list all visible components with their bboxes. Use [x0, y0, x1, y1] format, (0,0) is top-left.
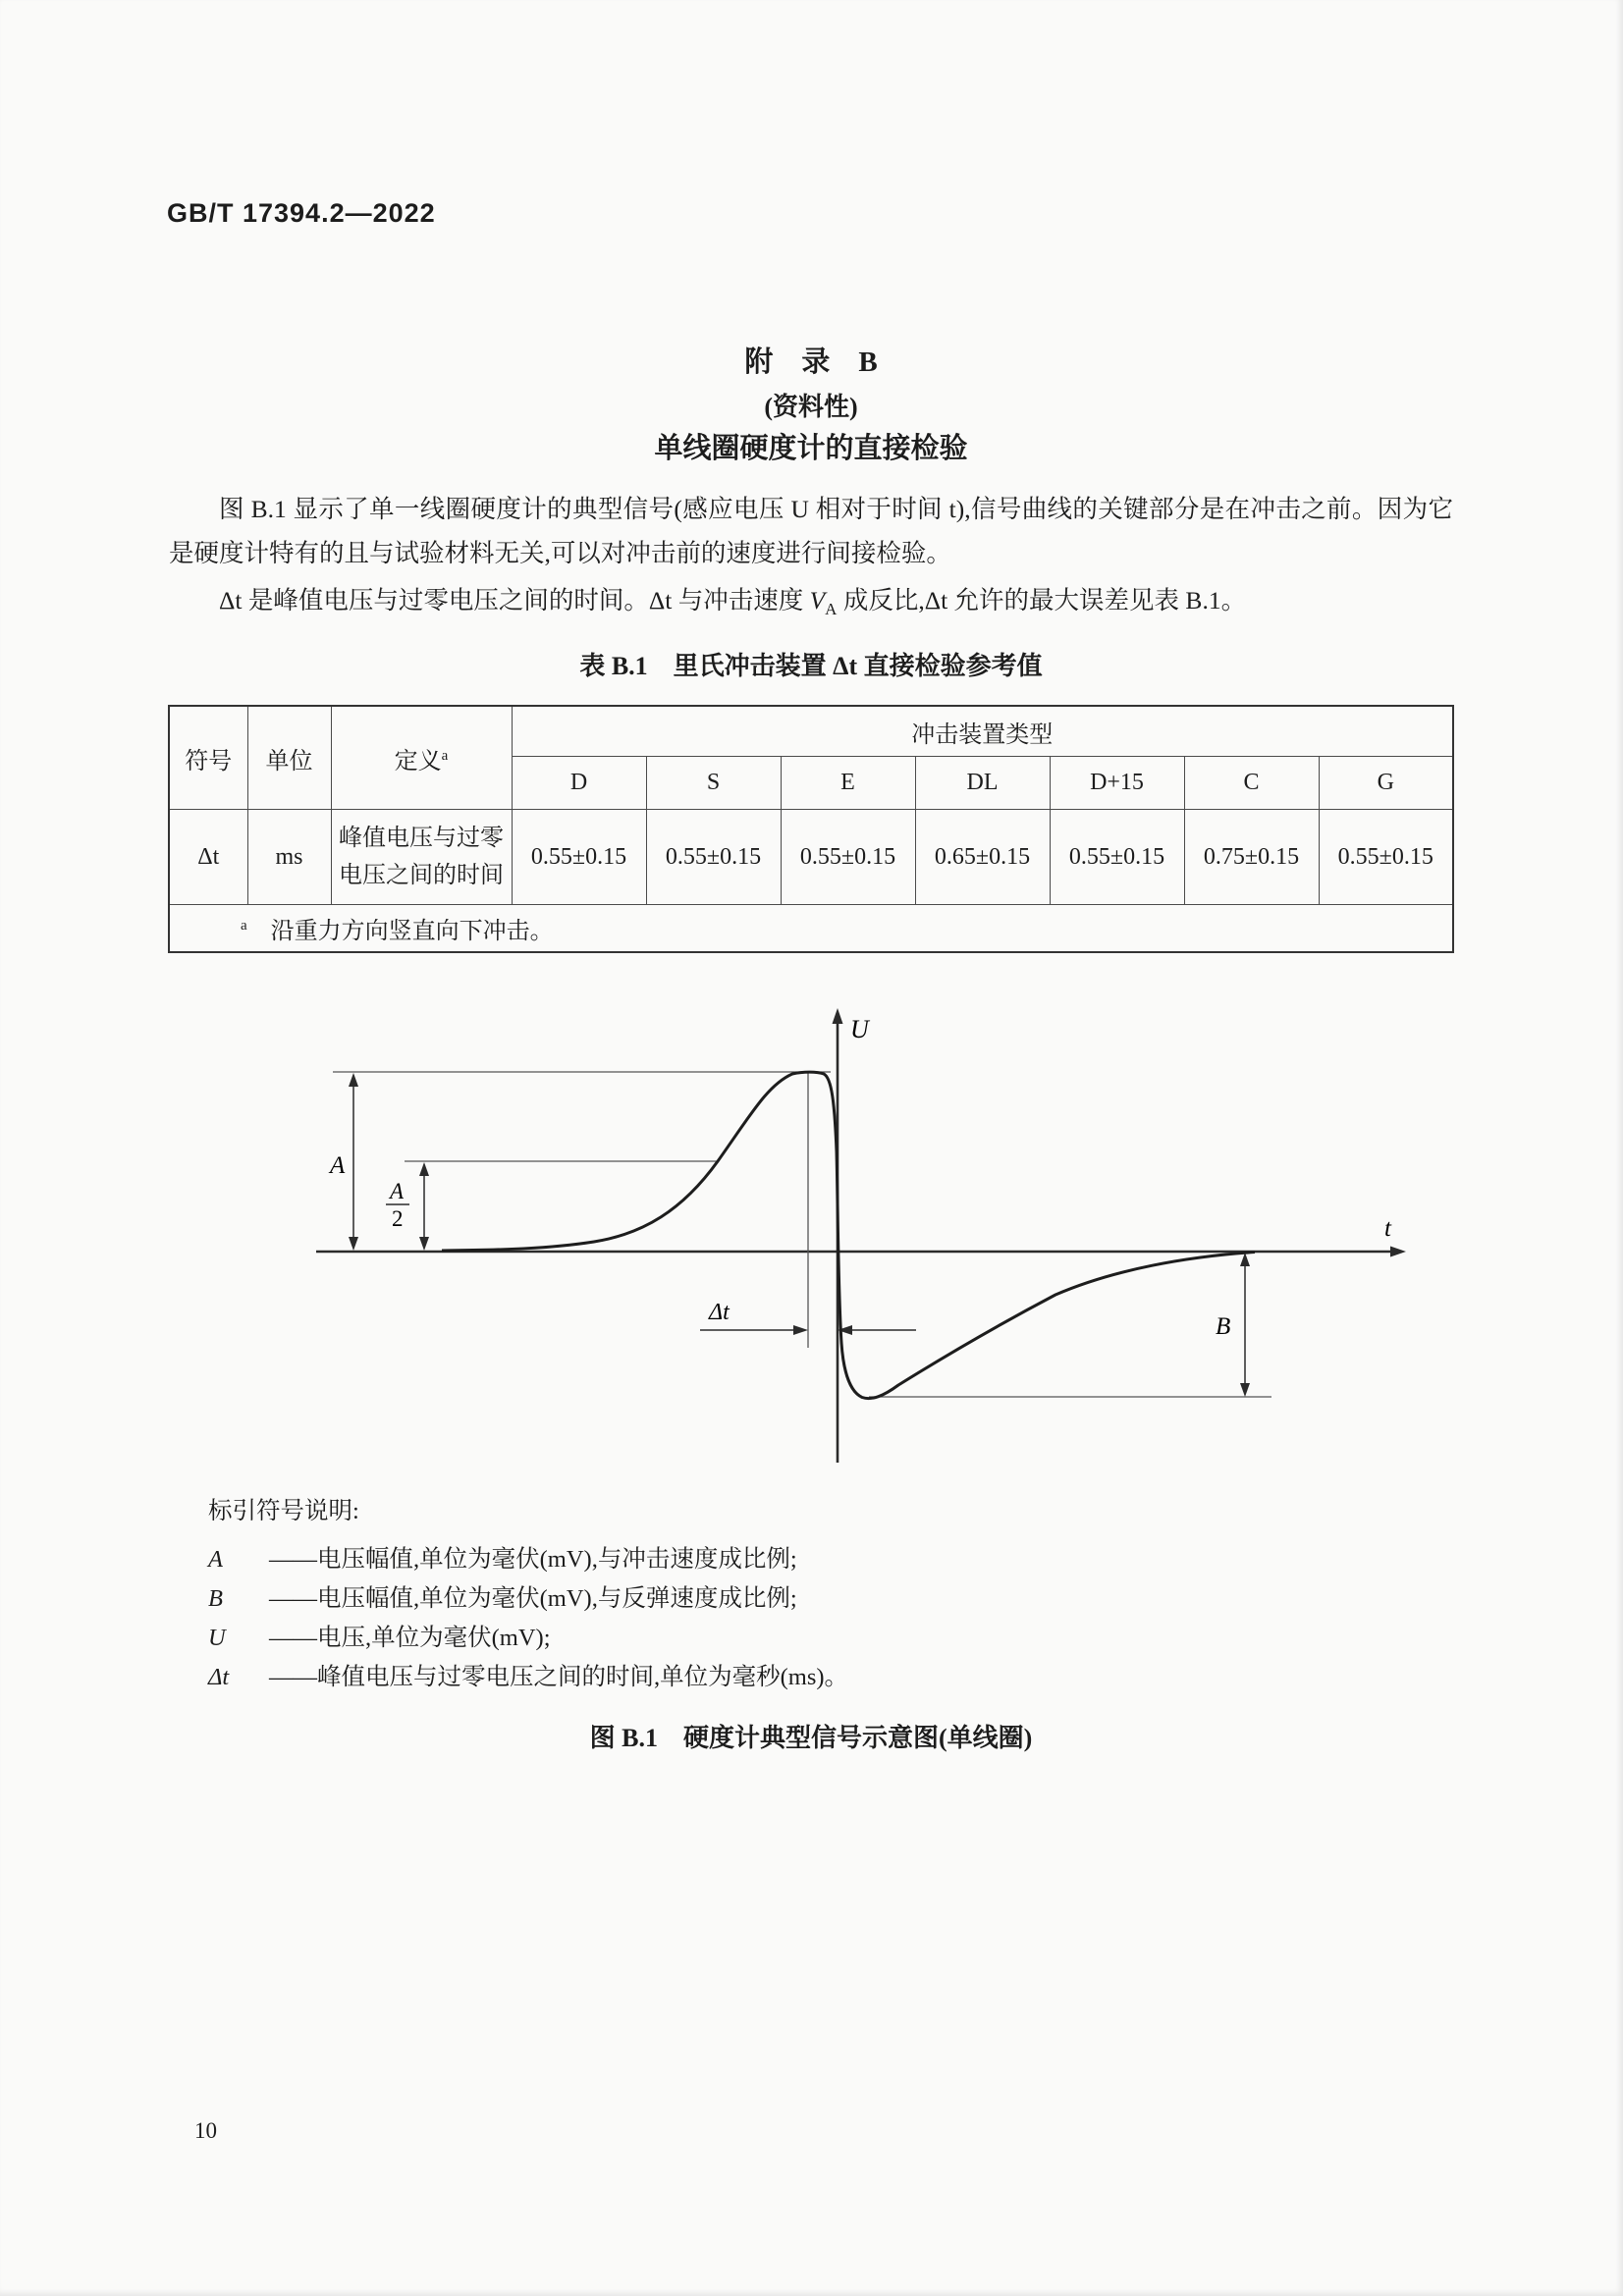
col-header-unit: 单位: [247, 706, 331, 810]
paragraph-2: [169, 578, 1453, 631]
definition-line1: 峰值电压与过零: [339, 826, 504, 851]
legend-text-b: ——电压幅值,单位为毫伏(mV),与反弹速度成比例;: [269, 1585, 797, 1612]
legend-item-a: [208, 1540, 1288, 1579]
table-footnote: [169, 905, 1453, 953]
cell-value-C: 0.75±0.15: [1184, 810, 1319, 905]
cell-value-D15: 0.55±0.15: [1050, 810, 1184, 905]
legend-item-dt: [208, 1658, 1288, 1697]
signal-curve: [442, 1072, 1255, 1398]
u-axis-label: U: [850, 1015, 869, 1043]
label-b: B: [1216, 1313, 1231, 1340]
b-arrowhead-bottom-icon: [1240, 1383, 1250, 1397]
label-a: A: [330, 1152, 346, 1179]
cell-unit: ms: [247, 810, 331, 905]
col-header-device-group: 冲击装置类型: [512, 706, 1453, 757]
legend-text-dt: ——峰值电压与过零电压之间的时间,单位为毫秒(ms)。: [269, 1664, 849, 1690]
table-row: [169, 810, 1453, 905]
device-type-G: G: [1319, 757, 1453, 810]
t-axis-label: t: [1384, 1215, 1391, 1242]
cell-value-S: 0.55±0.15: [646, 810, 781, 905]
label-dt: Δt: [709, 1300, 730, 1325]
figure-caption: 图 B.1 硬度计典型信号示意图(单线圈): [589, 1724, 1033, 1752]
dt-arrowhead-left-icon: [793, 1325, 808, 1335]
cell-value-DL: 0.65±0.15: [915, 810, 1050, 905]
legend-symbol-a: A: [208, 1546, 223, 1573]
velocity-subscript: A: [825, 600, 838, 619]
definition-label: 定义: [394, 748, 442, 774]
legend-text-u: ——电压,单位为毫伏(mV);: [269, 1625, 551, 1651]
a-arrowhead-bottom-icon: [349, 1237, 358, 1251]
signal-diagram: [304, 994, 1424, 1475]
device-type-S: S: [646, 757, 781, 810]
page-number: 10: [194, 2118, 217, 2143]
definition-footnote-mark: a: [441, 747, 449, 764]
footnote-text: 沿重力方向竖直向下冲击。: [270, 919, 554, 944]
device-type-D15: D+15: [1050, 757, 1184, 810]
paragraph-2-part2: 成反比,Δt 允许的最大误差见表 B.1。: [837, 586, 1247, 614]
paragraph-2-part1: Δt 是峰值电压与过零电压之间的时间。Δt 与冲击速度: [219, 586, 810, 614]
figure-legend: [208, 1492, 1288, 1697]
definition-line2: 电压之间的时间: [339, 863, 504, 888]
col-header-definition: [331, 706, 512, 810]
legend-symbol-dt: Δt: [208, 1664, 230, 1690]
legend-item-u: [208, 1619, 1288, 1658]
device-type-E: E: [781, 757, 915, 810]
cell-value-D: 0.55±0.15: [512, 810, 646, 905]
appendix-title: 附 录 B: [744, 347, 878, 378]
legend-symbol-b: B: [208, 1585, 223, 1612]
a-half-arrowhead-top-icon: [419, 1162, 429, 1176]
u-axis-arrowhead-icon: [833, 1008, 843, 1024]
cell-definition: [331, 810, 512, 905]
a-half-arrowhead-bottom-icon: [419, 1237, 429, 1251]
col-header-symbol: 符号: [169, 706, 247, 810]
legend-title: 标引符号说明:: [208, 1498, 359, 1524]
t-axis-arrowhead-icon: [1390, 1247, 1406, 1257]
cell-value-G: 0.55±0.15: [1319, 810, 1453, 905]
cell-symbol: Δt: [169, 810, 247, 905]
appendix-subtitle: (资料性): [764, 393, 858, 421]
device-type-C: C: [1184, 757, 1319, 810]
device-type-D: D: [512, 757, 646, 810]
reference-table: [168, 705, 1454, 953]
a-arrowhead-top-icon: [349, 1073, 358, 1087]
cell-value-E: 0.55±0.15: [781, 810, 915, 905]
legend-symbol-u: U: [208, 1625, 226, 1651]
legend-item-b: [208, 1579, 1288, 1619]
label-a-half-numerator: A: [390, 1179, 405, 1203]
standard-code: GB/T 17394.2—2022: [167, 198, 436, 228]
label-a-half-denominator: 2: [392, 1206, 404, 1231]
device-type-DL: DL: [915, 757, 1050, 810]
velocity-symbol: V: [809, 586, 826, 614]
b-arrowhead-top-icon: [1240, 1253, 1250, 1266]
table-caption: 表 B.1 里氏冲击装置 Δt 直接检验参考值: [579, 652, 1043, 680]
paragraph-1: 图 B.1 显示了单一线圈硬度计的典型信号(感应电压 U 相对于时间 t),信号曲线的关键部分是在冲击之前。因为它是硬度计特有的且与试验材料无关,可以对冲击前的速度进行间接检验。: [169, 495, 1453, 567]
appendix-heading: 单线圈硬度计的直接检验: [654, 433, 968, 464]
legend-text-a: ——电压幅值,单位为毫伏(mV),与冲击速度成比例;: [269, 1546, 797, 1573]
footnote-mark: a: [241, 918, 247, 934]
